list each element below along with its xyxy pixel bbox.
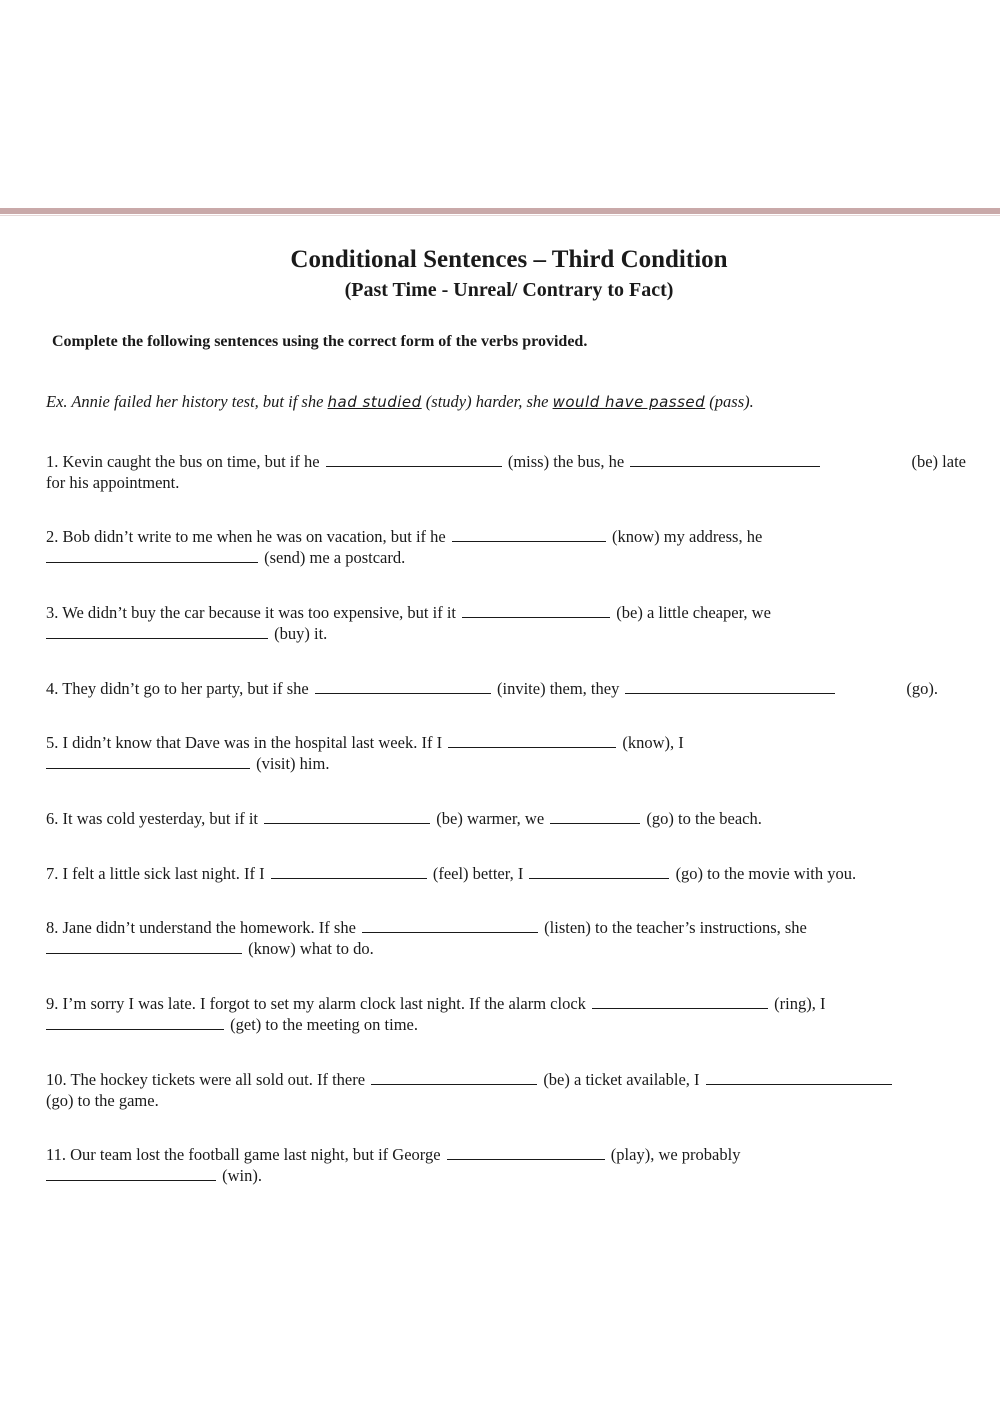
item-text: (get) to the meeting on time. xyxy=(230,1015,418,1034)
item-text: 9. I’m sorry I was late. I forgot to set my alarm clock last night. If the alarm clock xyxy=(46,994,586,1013)
item-text: (be) warmer, we xyxy=(436,809,545,828)
exercise-item-3 xyxy=(46,602,966,644)
example-answer-2: would have passed xyxy=(552,393,706,411)
answer-blank[interactable] xyxy=(326,452,502,467)
item-text: (be) late xyxy=(911,452,966,471)
exercise-item-5 xyxy=(46,732,966,774)
item-text: 6. It was cold yesterday, but if it xyxy=(46,809,259,828)
item-text: (invite) them, they xyxy=(497,679,620,698)
answer-blank[interactable] xyxy=(452,527,606,542)
item-text: (ring), I xyxy=(774,994,826,1013)
item-text: (go) to the game. xyxy=(46,1091,159,1110)
exercise-item-6 xyxy=(46,808,966,829)
answer-blank[interactable] xyxy=(46,1166,216,1181)
answer-blank[interactable] xyxy=(448,733,616,748)
answer-blank[interactable] xyxy=(529,864,669,879)
item-text: 2. Bob didn’t write to me when he was on vacation, but if he xyxy=(46,527,446,546)
answer-blank[interactable] xyxy=(46,754,250,769)
item-text: (win). xyxy=(222,1166,262,1185)
answer-blank[interactable] xyxy=(271,864,427,879)
item-text: (feel) better, I xyxy=(432,864,524,883)
example-text-3: (pass). xyxy=(709,392,754,411)
item-text: 4. They didn’t go to her party, but if she xyxy=(46,679,309,698)
page-subtitle: (Past Time - Unreal/ Contrary to Fact) xyxy=(344,279,674,301)
item-text: (be) a little cheaper, we xyxy=(616,603,771,622)
item-text: 7. I felt a little sick last night. If I xyxy=(46,864,265,883)
answer-blank[interactable] xyxy=(264,809,430,824)
example-answer-1: had studied xyxy=(327,393,422,411)
item-text: (play), we probably xyxy=(610,1145,741,1164)
exercise-item-10 xyxy=(46,1069,966,1111)
item-text: (go) to the movie with you. xyxy=(675,864,857,883)
answer-blank[interactable] xyxy=(362,918,538,933)
item-text: (go). xyxy=(906,679,938,698)
answer-blank[interactable] xyxy=(371,1070,537,1085)
header-divider-shadow xyxy=(0,215,1000,216)
answer-blank[interactable] xyxy=(630,452,820,467)
example-sentence xyxy=(46,392,754,412)
exercise-item-7 xyxy=(46,863,966,884)
exercise-item-1 xyxy=(46,451,966,493)
answer-blank[interactable] xyxy=(462,603,610,618)
item-text: 1. Kevin caught the bus on time, but if he xyxy=(46,452,320,471)
exercise-item-9 xyxy=(46,993,966,1035)
answer-blank[interactable] xyxy=(46,939,242,954)
example-text-2: (study) harder, she xyxy=(425,392,549,411)
item-text: (know), I xyxy=(622,733,684,752)
item-text: (listen) to the teacher’s instructions, she xyxy=(544,918,807,937)
answer-blank[interactable] xyxy=(592,994,768,1009)
exercise-item-11 xyxy=(46,1144,966,1186)
answer-blank[interactable] xyxy=(46,548,258,563)
answer-blank[interactable] xyxy=(706,1070,892,1085)
item-text: 10. The hockey tickets were all sold out. If there xyxy=(46,1070,366,1089)
example-text-1: Ex. Annie failed her history test, but if she xyxy=(46,392,324,411)
exercise-item-4 xyxy=(46,678,966,699)
item-text: for his appointment. xyxy=(46,473,180,492)
exercise-item-2 xyxy=(46,526,966,568)
answer-blank[interactable] xyxy=(315,679,491,694)
item-text: 5. I didn’t know that Dave was in the hospital last week. If I xyxy=(46,733,443,752)
item-text: (visit) him. xyxy=(256,754,330,773)
item-text: 8. Jane didn’t understand the homework. If she xyxy=(46,918,356,937)
item-text: (know) my address, he xyxy=(612,527,763,546)
answer-blank[interactable] xyxy=(550,809,640,824)
item-text: (miss) the bus, he xyxy=(507,452,625,471)
answer-blank[interactable] xyxy=(46,1015,224,1030)
answer-blank[interactable] xyxy=(46,624,268,639)
exercise-item-8 xyxy=(46,917,966,959)
item-text: 11. Our team lost the football game last night, but if George xyxy=(46,1145,441,1164)
item-text: (be) a ticket available, I xyxy=(543,1070,700,1089)
item-text: (know) what to do. xyxy=(248,939,374,958)
answer-blank[interactable] xyxy=(447,1145,605,1160)
item-text: (go) to the beach. xyxy=(646,809,762,828)
instructions: Complete the following sentences using the correct form of the verbs provided. xyxy=(52,333,588,350)
item-text: (send) me a postcard. xyxy=(264,548,406,567)
answer-blank[interactable] xyxy=(625,679,835,694)
header-divider xyxy=(0,208,1000,214)
page-title: Conditional Sentences – Third Condition xyxy=(290,246,728,273)
item-text: (buy) it. xyxy=(274,624,328,643)
item-text: 3. We didn’t buy the car because it was too expensive, but if it xyxy=(46,603,457,622)
